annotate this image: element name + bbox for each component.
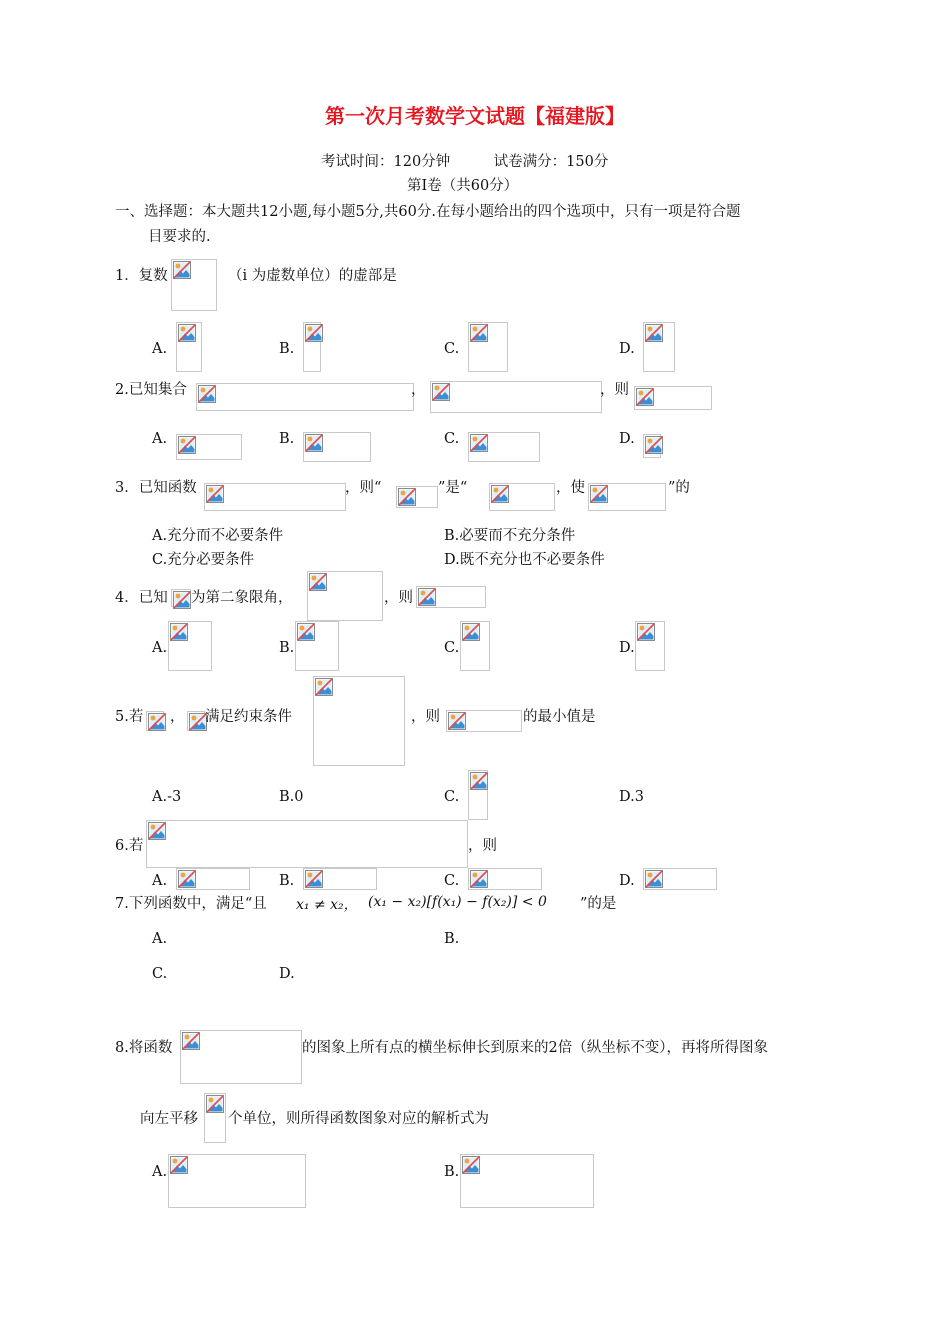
q1-tail: （i 为虚数单位）的虚部是 [228,268,397,284]
q4-option-d-image [635,621,665,671]
broken-image-icon [470,870,488,888]
q2-expression-image [634,386,712,410]
q7-tail: ”的是 [580,896,617,912]
broken-image-icon [418,588,436,606]
q4-option-b: B. [279,640,295,656]
broken-image-icon [645,324,663,342]
q8-option-a-image [168,1154,306,1208]
q3-shi: ”是“ [438,480,468,496]
q6-condition-image [146,820,468,868]
q4-option-a: A. [152,640,168,656]
q1-option-d: D. [619,341,635,357]
q5-cond: 满足约束条件 [205,709,292,725]
broken-image-icon [462,1156,480,1174]
q2-comma: ， [411,382,426,398]
q1-option-b-image [303,322,321,372]
q5-option-a: A.-3 [152,789,182,805]
broken-image-icon [148,822,166,840]
q3-de: ”的 [668,480,690,496]
q8-tail: 的图象上所有点的横坐标伸长到原来的2倍（纵坐标不变），再将所得图象 [302,1040,768,1056]
q6-option-d-image [643,868,717,890]
q1-option-a-image [176,322,202,372]
q6-option-d: D. [619,873,635,889]
q6-option-c: C. [444,873,460,889]
q8-option-a: A. [152,1164,168,1180]
q6-option-a-image [176,868,250,890]
q3-option-b: B.必要而不充分条件 [444,528,576,544]
q7-math-condition-1: x₁ ≠ x₂， [296,897,358,913]
q3-condition-b-image [489,483,555,511]
q6-option-a: A. [152,873,168,889]
q2-option-b-image [303,432,371,462]
q4-ze: ，则 [384,590,413,606]
broken-image-icon [470,434,488,452]
q7-option-a: A. [152,931,168,947]
q3-shi2: ，使 [556,480,585,496]
q8-option-b-image [460,1154,594,1208]
q2-set-b-image [430,381,602,413]
q2-set-a-image [196,383,414,411]
section-header: 第Ⅰ卷（共60分） [407,178,519,194]
q8-shift-image [204,1093,226,1143]
q3-ze: ，则“ [345,480,382,496]
broken-image-icon [645,870,663,888]
broken-image-icon [309,573,327,591]
q4-mid: 为第二象限角， [191,590,293,606]
broken-image-icon [305,870,323,888]
q1-formula-image [171,259,217,311]
q7-stem: 7.下列函数中，满足“且 [115,896,267,912]
q8-option-b: B. [444,1164,460,1180]
broken-image-icon [470,772,488,790]
q5-constraints-image [313,676,405,766]
q5-option-c-image [468,770,488,820]
q4-stem: 4．已知 [115,590,168,606]
q1-option-b: B. [279,341,295,357]
q6-option-b: B. [279,873,295,889]
q2-option-d: D. [619,431,635,447]
q5-option-b: B.0 [279,789,304,805]
q3-stem: 3．已知函数 [115,480,197,496]
broken-image-icon [637,623,655,641]
q8-line2-start: 向左平移 [140,1111,198,1127]
page-title: 第一次月考数学文试题【福建版】 [325,104,625,128]
q5-stem: 5.若 [115,709,144,725]
broken-image-icon [305,434,323,452]
q5-option-c: C. [444,789,460,805]
broken-image-icon [182,1032,200,1050]
q3-condition-c-image [588,483,666,511]
q2-option-a: A. [152,431,168,447]
broken-image-icon [462,623,480,641]
q4-option-a-image [168,621,212,671]
q5-option-d: D.3 [619,789,644,805]
q1-option-a: A. [152,341,168,357]
instruction-line1: 一、选择题：本大题共12小题,每小题5分,共60分.在每小题给出的四个选项中，只有一项是符合题 [115,204,741,220]
broken-image-icon [305,324,323,342]
q4-option-c-image [460,621,490,671]
broken-image-icon [470,324,488,342]
instruction-line2: 目要求的. [148,229,211,245]
q3-option-d: D.既不充分也不必要条件 [444,552,605,568]
broken-image-icon [645,436,663,454]
q2-ze: ，则 [600,382,629,398]
q8-function-image [180,1030,302,1084]
q7-option-d: D. [279,966,295,982]
broken-image-icon [206,485,224,503]
broken-image-icon [636,388,654,406]
q1-option-d-image [643,322,675,372]
broken-image-icon [170,1156,188,1174]
q2-stem: 2.已知集合 [115,382,187,398]
q7-math-condition-2: (x₁ − x₂)[f(x₁) − f(x₂)] < 0 [368,894,547,910]
q5-tail: 的最小值是 [523,709,596,725]
q5-objective-image [446,710,522,732]
q4-option-c: C. [444,640,460,656]
q5-comma: ， [170,709,185,725]
broken-image-icon [170,623,188,641]
q5-y-image [187,711,205,731]
q2-option-c-image [468,432,540,462]
q3-condition-a-image [396,486,438,508]
q4-option-b-image [295,621,339,671]
q6-option-c-image [468,868,542,890]
q4-expression-image [416,586,486,608]
q2-option-b: B. [279,431,295,447]
broken-image-icon [297,623,315,641]
broken-image-icon [178,324,196,342]
q4-option-d: D. [619,640,635,656]
q6-option-b-image [303,868,377,890]
broken-image-icon [398,488,416,506]
q2-option-c: C. [444,431,460,447]
q6-ze: ，则 [468,838,497,854]
q2-option-d-image [643,434,661,458]
broken-image-icon [178,870,196,888]
broken-image-icon [590,485,608,503]
q7-option-b: B. [444,931,460,947]
q3-option-a: A.充分而不必要条件 [152,528,284,544]
q1-option-c-image [468,322,508,372]
broken-image-icon [315,678,333,696]
q4-alpha-image [171,589,191,607]
q4-value-image [307,571,383,621]
q8-line2-end: 个单位，则所得函数图象对应的解析式为 [228,1111,489,1127]
broken-image-icon [432,383,450,401]
broken-image-icon [198,385,216,403]
broken-image-icon [173,261,191,279]
broken-image-icon [206,1095,224,1113]
q1-option-c: C. [444,341,460,357]
q5-x-image [146,711,164,731]
broken-image-icon [148,713,166,731]
q7-option-c: C. [152,966,168,982]
q2-option-a-image [176,434,242,460]
broken-image-icon [173,591,191,609]
q3-function-image [204,483,346,511]
q5-ze: ，则 [411,709,440,725]
q3-option-c: C.充分必要条件 [152,552,255,568]
exam-info: 考试时间：120分钟 试卷满分：150分 [321,154,609,170]
broken-image-icon [491,485,509,503]
q6-stem: 6.若 [115,838,144,854]
q1-stem: 1．复数 [115,268,168,284]
q8-stem: 8.将函数 [115,1040,173,1056]
broken-image-icon [178,436,196,454]
broken-image-icon [448,712,466,730]
